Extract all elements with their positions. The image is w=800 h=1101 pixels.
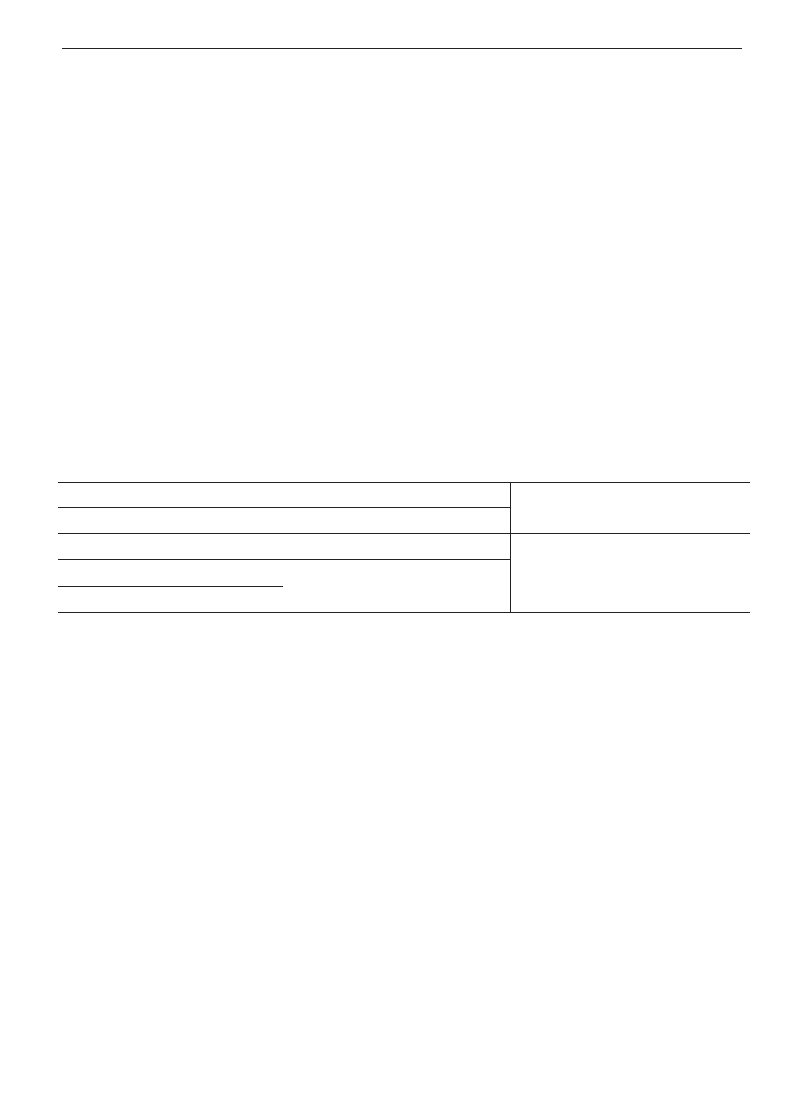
t3-col-qima (283, 507, 510, 533)
t3-ping-row (58, 559, 283, 586)
t4-group-left (58, 803, 398, 828)
t3-header-span (58, 482, 510, 507)
t3-col-pingding (58, 507, 283, 533)
t3-row-shared (58, 533, 510, 559)
t4-group-right (400, 803, 750, 828)
t3-col-count (510, 482, 750, 533)
t3-count-value (510, 533, 750, 612)
header-rule (62, 48, 742, 49)
t3-qima-merged (283, 559, 510, 612)
t3-ping-row (58, 586, 283, 612)
t3-bottom-rule (58, 612, 750, 613)
